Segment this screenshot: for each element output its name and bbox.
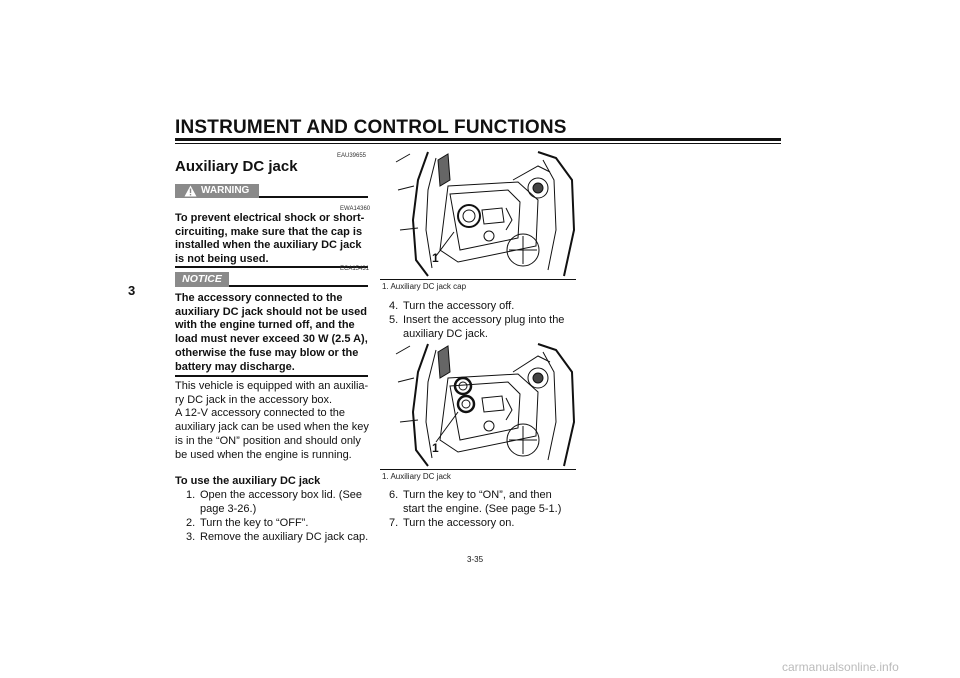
notice-bottom-rule	[175, 375, 368, 377]
notice-line: load must never exceed 30 W (2.5 A),	[175, 333, 368, 346]
step-line: Open the accessory box lid. (See	[200, 489, 363, 501]
step-number: 1.	[186, 489, 196, 501]
section-title: Auxiliary DC jack	[175, 158, 298, 175]
figure-rule	[380, 469, 576, 470]
step-line: page 3-26.)	[200, 502, 257, 515]
step-number: 4.	[389, 300, 399, 312]
step-text: Turn the key to “OFF”.	[200, 517, 309, 529]
warning-line: To prevent electrical shock or short-	[175, 212, 365, 224]
step-6	[389, 489, 589, 517]
body-line: This vehicle is equipped with an auxilia-	[175, 380, 369, 392]
notice-text	[175, 292, 368, 374]
body-line: ry DC jack in the accessory box.	[175, 393, 333, 406]
warning-line: circuiting, make sure that the cap is	[175, 225, 363, 238]
notice-line: The accessory connected to the	[175, 292, 343, 304]
step-number: 5.	[389, 314, 399, 326]
step-number: 6.	[389, 489, 399, 501]
notice-line: with the engine turned off, and the	[175, 319, 355, 332]
dc-jack-cap-illustration	[388, 150, 576, 278]
step-5	[389, 314, 579, 342]
figure-caption: 1. Auxiliary DC jack cap	[382, 282, 467, 291]
body-line: auxiliary jack can be used when the key	[175, 421, 369, 434]
step-text	[200, 489, 362, 516]
warning-text	[175, 212, 368, 267]
warning-badge	[175, 184, 259, 198]
step-text	[403, 314, 564, 341]
page-number: 3-35	[467, 555, 484, 564]
step-line: start the engine. (See page 5-1.)	[403, 502, 562, 515]
warning-label: WARNING	[201, 185, 250, 196]
watermark: carmanualsonline.info	[782, 660, 899, 674]
figure-caption: 1. Auxiliary DC jack	[382, 472, 451, 481]
step-number: 3.	[186, 531, 196, 543]
warning-line: is not being used.	[175, 253, 269, 266]
body-text	[175, 380, 375, 462]
figure-callout: 1	[432, 251, 439, 265]
page-title: INSTRUMENT AND CONTROL FUNCTIONS	[175, 117, 567, 138]
notice-rule	[229, 285, 368, 287]
step-7	[389, 517, 579, 531]
step-line: Insert the accessory plug into the	[403, 314, 565, 326]
header-rule-thin	[175, 143, 781, 144]
step-2	[186, 517, 376, 531]
step-number: 7.	[389, 517, 399, 529]
dc-jack-illustration	[388, 342, 576, 468]
step-text	[403, 489, 561, 516]
warning-triangle-icon	[184, 185, 197, 202]
warning-rule	[259, 196, 368, 198]
body-line: is in the “ON” position and should only	[175, 434, 361, 447]
notice-badge: NOTICE	[175, 272, 229, 287]
warning-header	[175, 184, 368, 198]
warning-code: EWA14360	[340, 206, 371, 212]
step-number: 2.	[186, 517, 196, 529]
step-text: Remove the auxiliary DC jack cap.	[200, 531, 369, 543]
step-text: Turn the accessory off.	[403, 300, 515, 312]
step-3	[186, 531, 376, 545]
step-4	[389, 300, 579, 314]
figure-rule	[380, 279, 576, 280]
chapter-number: 3	[128, 283, 136, 298]
notice-line: otherwise the fuse may blow or the	[175, 346, 359, 359]
procedure-title: To use the auxiliary DC jack	[175, 475, 321, 487]
figure-dc-jack-cap	[388, 150, 576, 278]
figure-dc-jack	[388, 342, 576, 468]
notice-code: ECA15431	[340, 266, 370, 272]
header-rule	[175, 138, 781, 141]
step-1	[186, 489, 376, 517]
warning-line: installed when the auxiliary DC jack	[175, 239, 362, 252]
notice-line: battery may discharge.	[175, 360, 295, 373]
step-text: Turn the accessory on.	[403, 517, 515, 529]
notice-line: auxiliary DC jack should not be used	[175, 305, 367, 318]
body-line: be used when the engine is running.	[175, 448, 352, 461]
step-line: auxiliary DC jack.	[403, 327, 488, 340]
section-code: EAU39655	[337, 153, 367, 159]
body-line: A 12-V accessory connected to the	[175, 407, 345, 420]
step-line: Turn the key to “ON”, and then	[403, 489, 552, 501]
figure-callout: 1	[432, 441, 439, 455]
